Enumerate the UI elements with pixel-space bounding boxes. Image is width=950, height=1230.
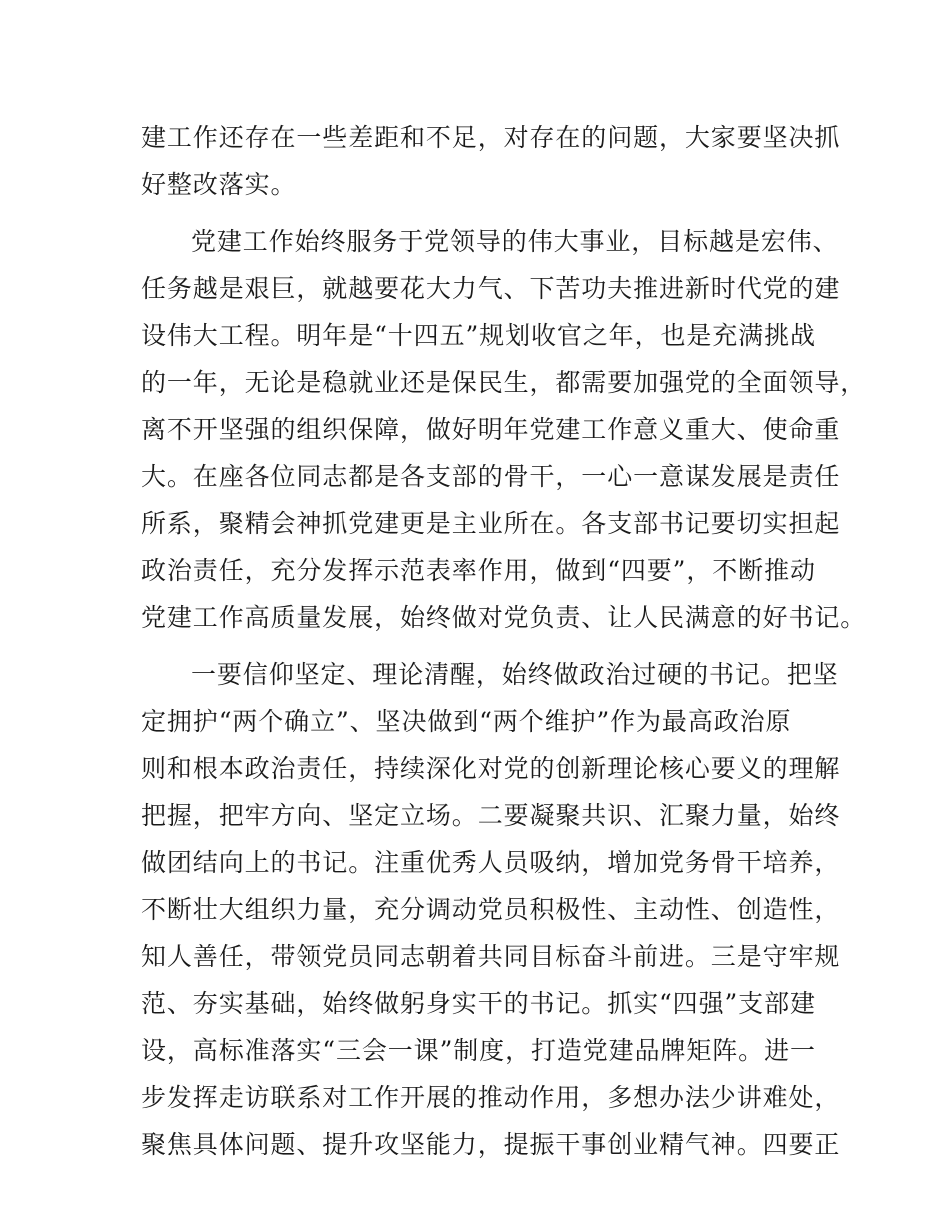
- body-text: [141, 114, 867, 1168]
- text-line: 定拥护“两个确立”、坚决做到“两个维护”作为最高政治原: [141, 707, 792, 736]
- paragraph-2: [141, 218, 867, 641]
- text-line: 步发挥走访联系对工作开展的推动作用，多想办法少讲难处，: [141, 1083, 841, 1112]
- text-line: 政治责任，充分发挥示范表率作用，做到“四要”，不断推动: [141, 556, 816, 585]
- text-line: 一要信仰坚定、理论清醒，始终做政治过硬的书记。把坚: [191, 660, 839, 689]
- text-line: 则和根本政治责任，持续深化对党的创新理论核心要义的理解: [141, 754, 841, 783]
- paragraph-1: [141, 114, 841, 208]
- text-line: 任务越是艰巨，就越要花大力气、下苦功夫推进新时代党的建: [141, 274, 841, 303]
- text-line: 所系，聚精会神抓党建更是主业所在。各支部书记要切实担起: [141, 509, 841, 538]
- text-line: 党建工作始终服务于党领导的伟大事业，目标越是宏伟、: [191, 227, 839, 256]
- text-line: 离不开坚强的组织保障，做好明年党建工作意义重大、使命重: [141, 415, 841, 444]
- text-line: 不断壮大组织力量，充分调动党员积极性、主动性、创造性，: [141, 895, 841, 924]
- text-line: 好整改落实。: [141, 170, 297, 199]
- text-line: 设伟大工程。明年是“十四五”规划收官之年，也是充满挑战: [141, 321, 816, 350]
- text-line: 聚焦具体问题、提升攻坚能力，提振干事创业精气神。四要正: [141, 1130, 841, 1159]
- text-line: 设，高标准落实“三会一课”制度，打造党建品牌矩阵。进一: [141, 1036, 816, 1065]
- text-line: 把握，把牢方向、坚定立场。二要凝聚共识、汇聚力量，始终: [141, 801, 841, 830]
- text-line: 党建工作高质量发展，始终做对党负责、让人民满意的好书记。: [141, 603, 867, 632]
- text-line: 知人善任，带领党员同志朝着共同目标奋斗前进。三是守牢规: [141, 942, 841, 971]
- text-line: 范、夯实基础，始终做躬身实干的书记。抓实“四强”支部建: [141, 989, 816, 1018]
- text-line: 做团结向上的书记。注重优秀人员吸纳，增加党务骨干培养，: [141, 848, 841, 877]
- text-line: 建工作还存在一些差距和不足，对存在的问题，大家要坚决抓: [141, 123, 841, 152]
- text-line: 的一年，无论是稳就业还是保民生，都需要加强党的全面领导，: [141, 368, 867, 397]
- paragraph-3: [141, 651, 841, 1168]
- text-line: 大。在座各位同志都是各支部的骨干，一心一意谋发展是责任: [141, 462, 841, 491]
